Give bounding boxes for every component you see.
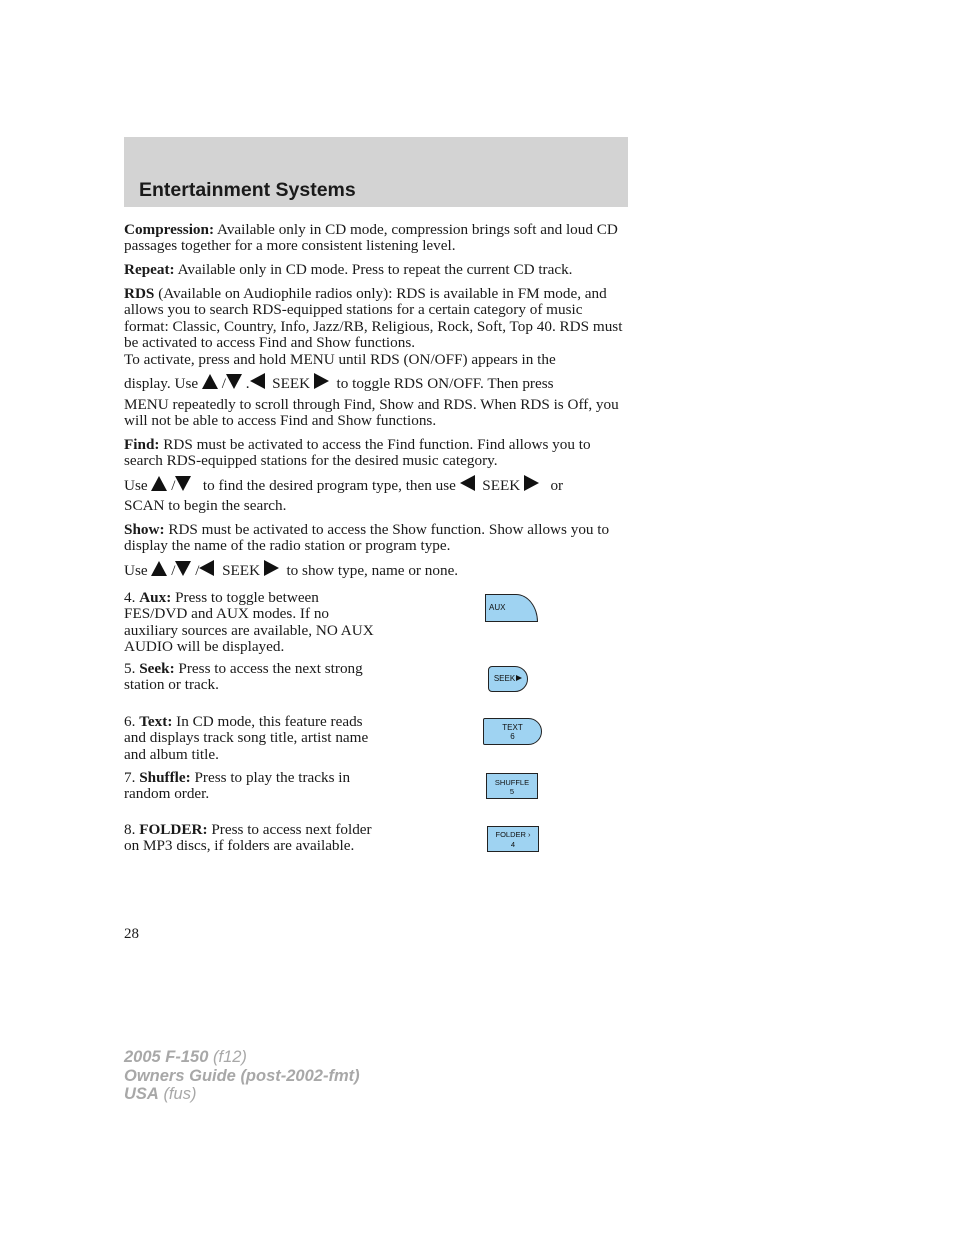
arrow-up-icon (151, 561, 167, 576)
item-number: 4. (124, 589, 136, 606)
repeat-text: Available only in CD mode. Press to repeat the current CD track. (177, 261, 573, 278)
footer-region-code: (fus) (163, 1085, 197, 1103)
footer-model: 2005 F-150 (124, 1048, 209, 1066)
arrow-left-icon (250, 373, 265, 389)
arrow-down-icon (175, 476, 191, 491)
arrow-right-icon (314, 373, 329, 389)
compression-text: Available only in CD mode, compression brings soft and loud CD passages together for a more consistent listening level. (124, 221, 618, 255)
slash-text: / (171, 562, 176, 579)
item-label: Aux: (139, 589, 172, 606)
or-text: or (550, 477, 564, 494)
seek-arrow-icon (516, 675, 522, 681)
find-use-text: Use (124, 477, 148, 494)
list-item-text (124, 714, 379, 763)
shuffle-button-label: SHUFFLE (494, 778, 530, 787)
text-button-number: 6 (510, 732, 515, 741)
item-text: Press to toggle between FES/DVD and AUX modes. If no auxiliary sources are available, NO AUX AUDIO will be displayed. (124, 589, 374, 656)
section-header (124, 137, 628, 207)
arrow-left-icon (460, 475, 475, 491)
rds-use-prefix: display. Use (124, 375, 199, 392)
arrow-down-icon (175, 561, 191, 576)
rds-paragraph (124, 286, 629, 368)
text-button-illustration (483, 718, 542, 745)
chevron-right-icon: › (528, 830, 531, 839)
folder-button-illustration (487, 826, 539, 852)
item-text: Press to access the next strong station or track. (124, 660, 363, 694)
show-label: Show: (124, 521, 165, 538)
show-text: RDS must be activated to access the Show function. Show allows you to display the name of the radio station or program type. (124, 521, 610, 555)
footer-model-code: (f12) (213, 1048, 247, 1066)
item-label: Seek: (139, 660, 175, 677)
list-item-folder (124, 822, 379, 855)
repeat-paragraph (124, 262, 629, 278)
show-suffix-text: to show type, name or none. (286, 562, 459, 579)
page-number: 28 (124, 926, 139, 942)
aux-button-label: AUX (489, 603, 506, 612)
document-footer (124, 1048, 360, 1104)
rds-use-suffix: to toggle RDS ON/OFF. Then press (336, 375, 554, 392)
folder-button-label: FOLDER (495, 830, 526, 839)
shuffle-button-number: 5 (509, 787, 515, 796)
slash-text: / (171, 477, 176, 494)
arrow-left-icon (199, 560, 214, 576)
footer-guide: Owners Guide (post-2002-fmt) (124, 1066, 360, 1085)
slash-text: / (195, 562, 200, 579)
arrow-down-icon (226, 374, 242, 389)
show-use-text: Use (124, 562, 148, 579)
rds-use-line (124, 373, 629, 393)
item-text: Press to play the tracks in random order. (124, 769, 351, 803)
section-title: Entertainment Systems (139, 179, 356, 201)
seek-text: SEEK (222, 562, 261, 579)
list-item-aux (124, 590, 379, 656)
find-label: Find: (124, 436, 160, 453)
item-label: Shuffle: (139, 769, 191, 786)
aux-button-illustration (485, 594, 538, 622)
rds-activate-text: To activate, press and hold MENU until RDS (ON/OFF) appears in the (124, 350, 556, 368)
repeat-label: Repeat: (124, 261, 175, 278)
find-use-line (124, 475, 629, 495)
text-button-label: TEXT (502, 723, 523, 732)
show-use-line (124, 560, 629, 580)
item-number: 5. (124, 660, 136, 677)
find-after-paragraph: SCAN to begin the search. (124, 497, 287, 514)
item-text: Press to access next folder on MP3 discs, if folders are available. (124, 821, 372, 855)
find-mid-text: to find the desired program type, then use (202, 477, 456, 494)
arrow-right-icon (524, 475, 539, 491)
seek-text: SEEK (272, 375, 311, 392)
footer-region: USA (124, 1085, 159, 1103)
rds-text: (Available on Audiophile radios only): RDS is available in FM mode, and allows you to search RDS-equipped stations for a certain category of music format: Classic, Country, Info, Jazz/RB, Religious, Rock, Soft, Top 40. RDS must be activated to access Find and Show functions. (124, 285, 623, 352)
rds-after-paragraph: MENU repeatedly to scroll through Find, Show and RDS. When RDS is Off, you will not be able to access Find and Show functions. (124, 396, 619, 430)
arrow-right-icon (264, 560, 279, 576)
compression-label: Compression: (124, 221, 215, 238)
seek-button-illustration (488, 666, 528, 692)
compression-paragraph (124, 222, 629, 255)
seek-button-label: SEEK (493, 674, 516, 683)
item-label: Text: (139, 713, 173, 730)
rds-label: RDS (124, 285, 155, 302)
item-number: 8. (124, 821, 136, 838)
shuffle-button-illustration (486, 773, 538, 799)
item-text: In CD mode, this feature reads and displays track song title, artist name and album title. (124, 713, 369, 763)
seek-text: SEEK (482, 477, 521, 494)
slash-text: / (221, 375, 226, 392)
find-text: RDS must be activated to access the Find function. Find allows you to search RDS-equipped stations for the desired music category. (124, 436, 591, 470)
list-item-seek (124, 661, 379, 694)
item-number: 7. (124, 769, 136, 786)
arrow-up-icon (202, 374, 218, 389)
list-item-shuffle (124, 770, 379, 803)
find-paragraph (124, 437, 629, 470)
dot-text: . (245, 375, 250, 392)
item-number: 6. (124, 713, 136, 730)
folder-button-number: 4 (510, 840, 516, 849)
arrow-up-icon (151, 476, 167, 491)
show-paragraph (124, 522, 629, 555)
item-label: FOLDER: (139, 821, 208, 838)
